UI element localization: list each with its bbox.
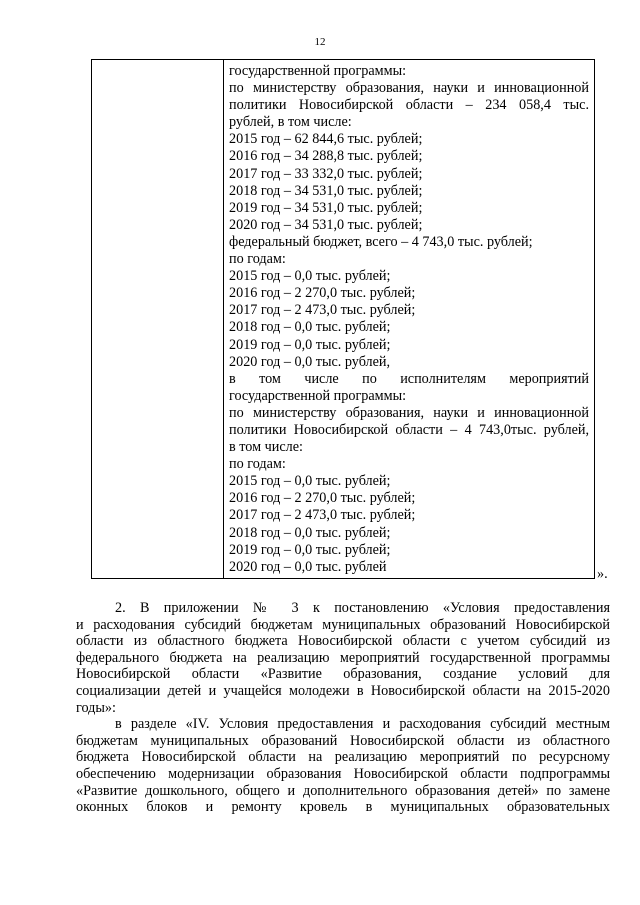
cell-line: политики Новосибирской области – 234 058,4 тыс. [229, 97, 589, 114]
cell-line: государственной программы: [229, 63, 407, 79]
page-number: 12 [314, 36, 326, 48]
cell-line: федеральный бюджет, всего – 4 743,0 тыс. рублей; [229, 233, 533, 250]
cell-line: 2018 год – 0,0 тыс. рублей; [229, 524, 391, 541]
paragraph-line: бюджетам муниципальных образований Новосибирской области из областного [76, 732, 610, 749]
paragraph-line: обеспечению модернизации образования Новосибирской области подпрограммы [76, 765, 610, 782]
cell-line: государственной программы: [229, 387, 407, 404]
cell-line: 2016 год – 34 288,8 тыс. рублей; [229, 148, 423, 165]
cell-line: 2020 год – 34 531,0 тыс. рублей; [229, 216, 423, 233]
paragraph-line: 2. В приложении № 3 к постановлению «Условия предоставления [115, 600, 610, 616]
cell-line: по годам: [229, 251, 286, 268]
cell-line: 2017 год – 2 473,0 тыс. рублей; [229, 302, 416, 319]
paragraph-line: оконных блоков и ремонту кровель в муниципальных образовательных [76, 799, 610, 816]
paragraph-line: области из областного бюджета Новосибирской области с учетом субсидий из [76, 633, 610, 650]
cell-line: 2018 год – 0,0 тыс. рублей; [229, 319, 391, 336]
paragraph-line: Новосибирской области «Развитие образования, создание условий для [76, 666, 610, 683]
cell-line: 2019 год – 34 531,0 тыс. рублей; [229, 199, 423, 216]
funding-cell [229, 63, 589, 576]
paragraph-line: социализации детей и учащейся молодежи в Новосибирской области на 2015-2020 [76, 682, 610, 699]
cell-line: 2020 год – 0,0 тыс. рублей, [229, 353, 391, 370]
body-text [76, 600, 610, 816]
cell-line: 2016 год – 2 270,0 тыс. рублей; [229, 490, 416, 507]
funding-table [91, 59, 595, 579]
cell-line: 2019 год – 0,0 тыс. рублей; [229, 336, 391, 353]
cell-line: рублей, в том числе: [229, 114, 352, 131]
closing-quote: ». [597, 566, 608, 582]
paragraph-line: в разделе «IV. Условия предоставления и расходования субсидий местным [115, 716, 610, 733]
cell-line: по годам: [229, 456, 286, 473]
cell-line: 2019 год – 0,0 тыс. рублей; [229, 541, 391, 558]
cell-line: 2017 год – 2 473,0 тыс. рублей; [229, 507, 416, 524]
cell-line: 2017 год – 33 332,0 тыс. рублей; [229, 165, 423, 182]
paragraph-line: годы»: [76, 699, 116, 716]
paragraph-line: «Развитие дошкольного, общего и дополнительного образования детей» по замене [76, 782, 610, 799]
cell-line: 2015 год – 62 844,6 тыс. рублей; [229, 131, 423, 148]
paragraph-line: бюджета Новосибирской области на реализацию мероприятий по ресурсному [76, 749, 610, 766]
cell-line: 2015 год – 0,0 тыс. рублей; [229, 473, 391, 490]
cell-line: 2018 год – 34 531,0 тыс. рублей; [229, 182, 423, 199]
paragraph-line: федерального бюджета на реализацию мероприятий государственной программы [76, 649, 610, 666]
cell-line: в том числе по исполнителям мероприятий [229, 370, 589, 387]
column-divider [223, 60, 224, 578]
cell-line: 2016 год – 2 270,0 тыс. рублей; [229, 285, 416, 302]
cell-line: 2020 год – 0,0 тыс. рублей [229, 558, 387, 575]
cell-line: по министерству образования, науки и инновационной [229, 404, 589, 421]
paragraph-line: и расходования субсидий бюджетам муниципальных образований Новосибирской [76, 616, 610, 633]
cell-line: по министерству образования, науки и инновационной [229, 80, 589, 97]
cell-line: в том числе: [229, 439, 303, 456]
cell-line: 2015 год – 0,0 тыс. рублей; [229, 268, 391, 285]
cell-line: политики Новосибирской области – 4 743,0тыс. рублей, [229, 421, 589, 438]
